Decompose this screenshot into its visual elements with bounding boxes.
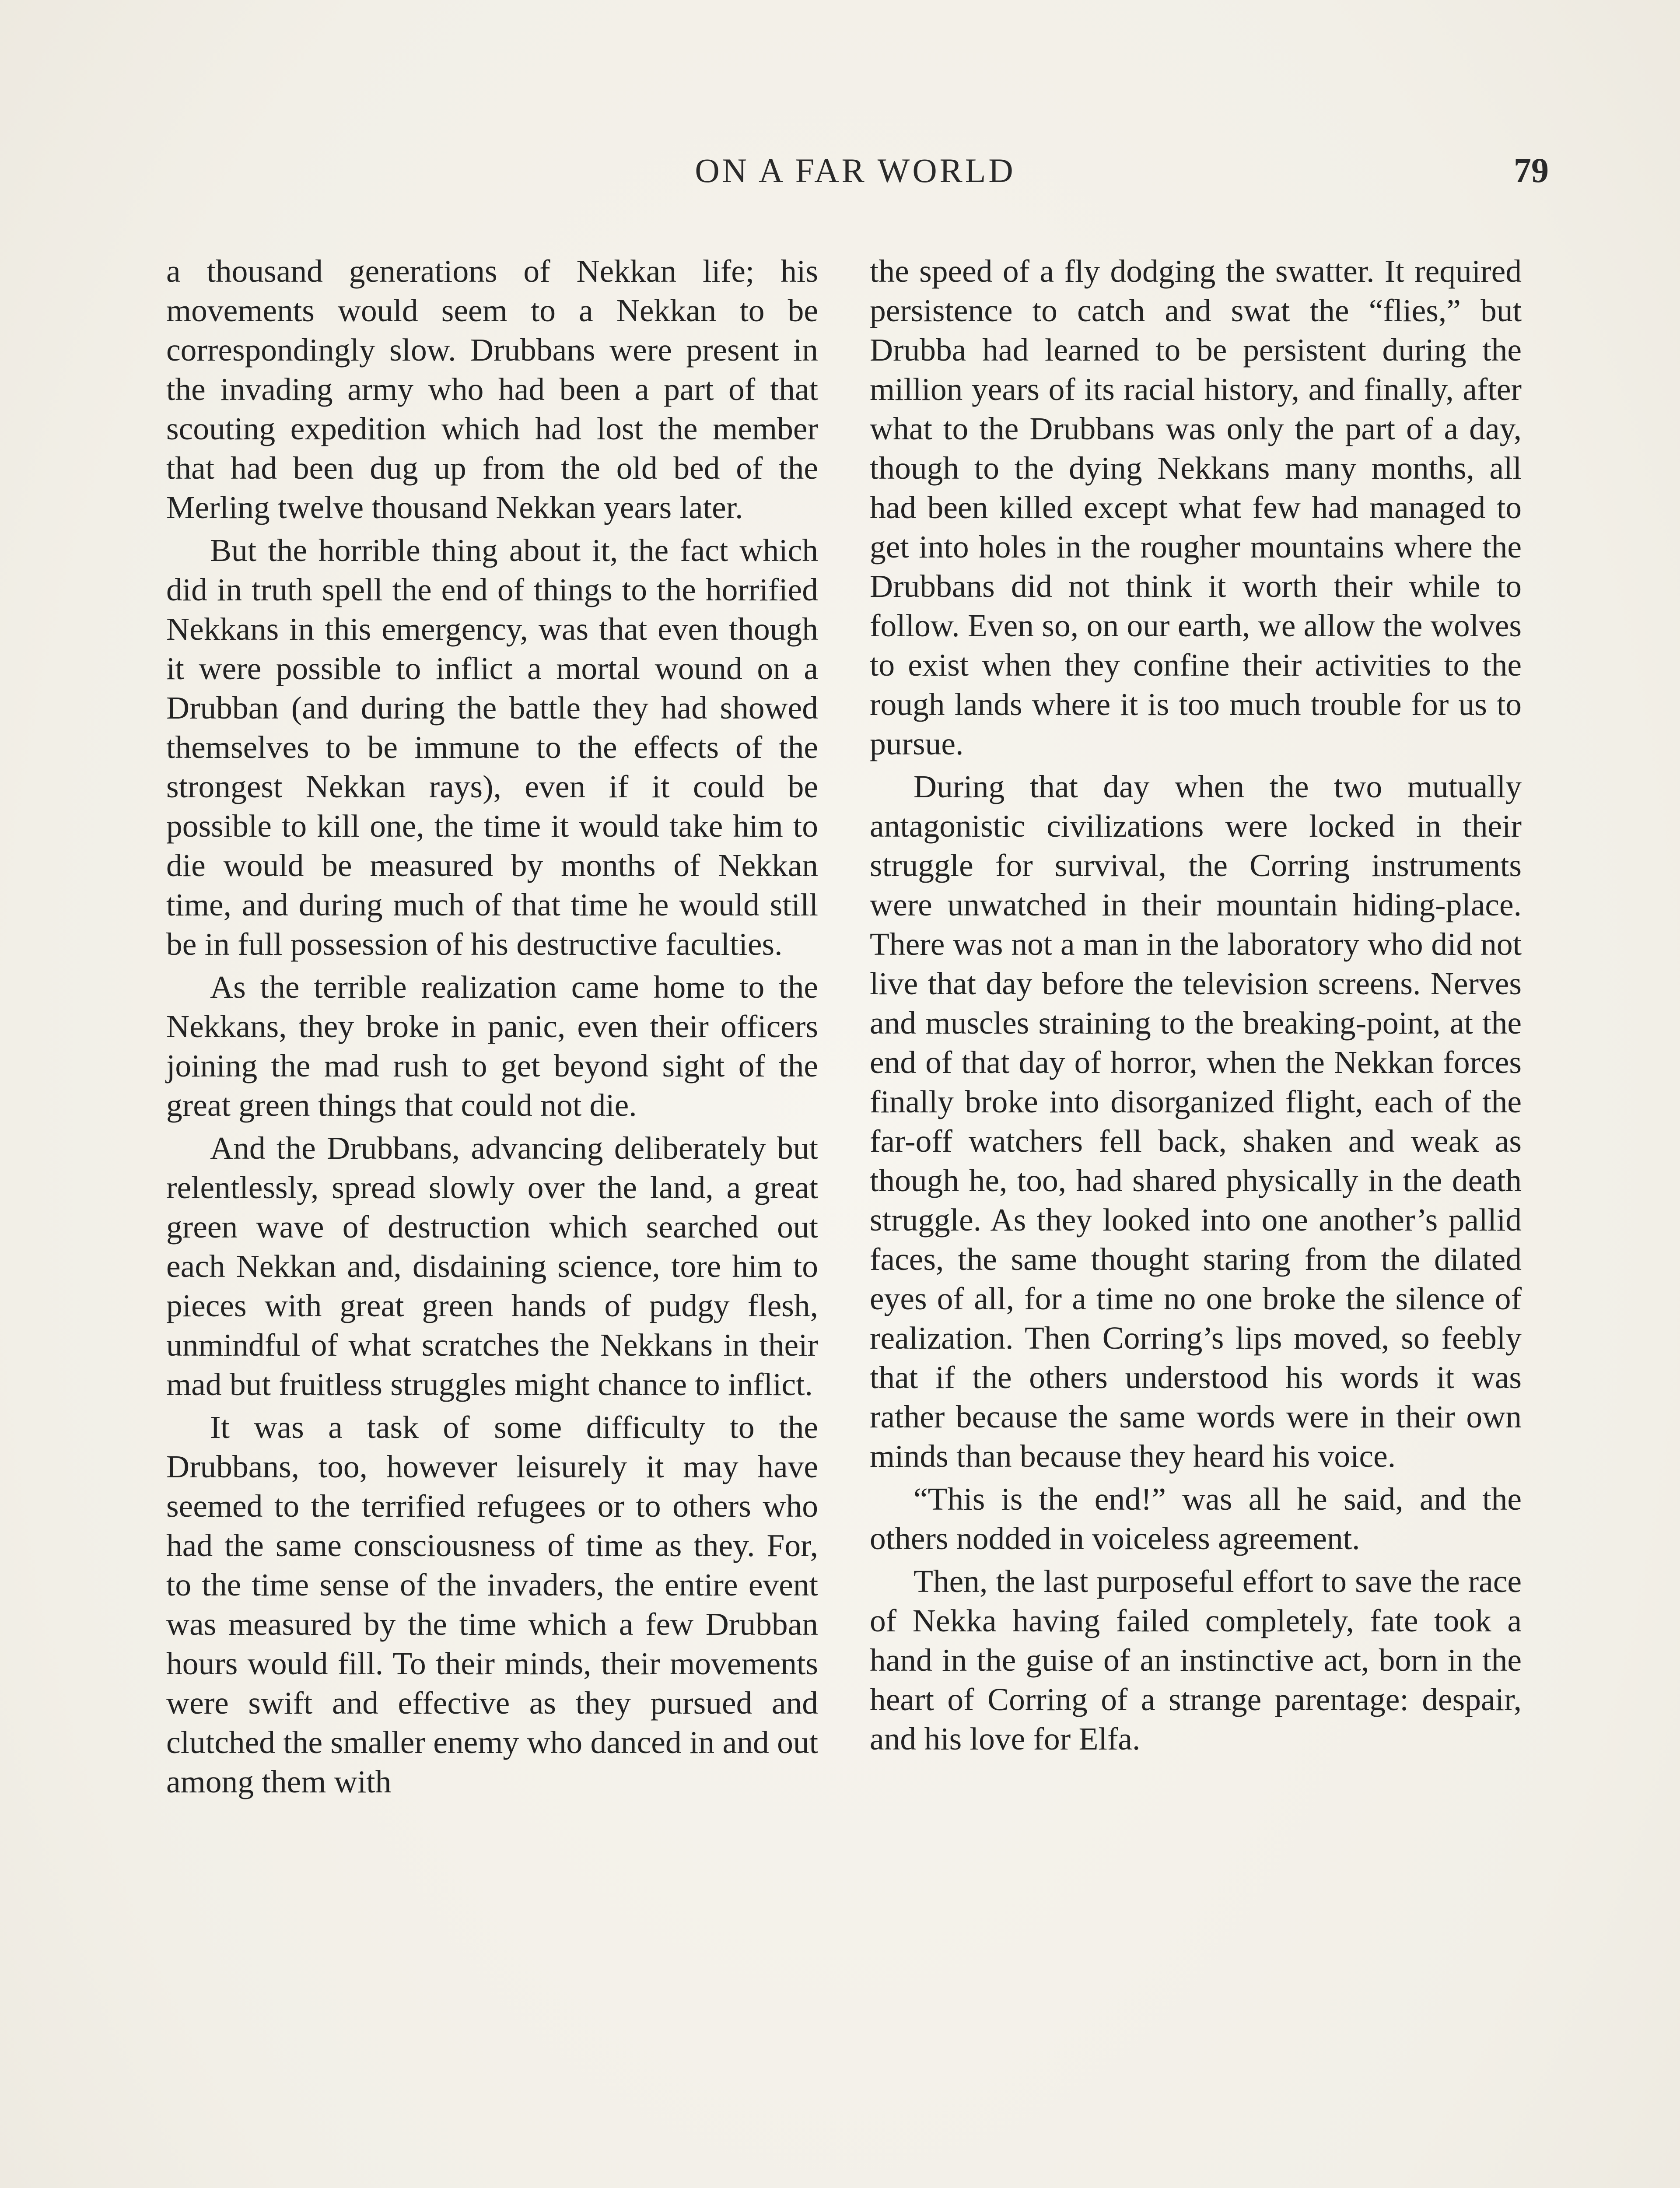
paragraph: “This is the end!” was all he said, and the others nodded in voiceless agreement. (870, 1481, 1522, 1556)
running-header (162, 151, 1549, 203)
paragraph: a thousand generations of Nekkan life; his movements would seem to a Nekkan to be correspondingly slow. Drubbans were present in the invading army who had been a part of that scouting expedition which had lost the member that had been dug up from the old bed of the Merling twelve thousand Nekkan years later. (166, 253, 818, 525)
paragraph: But the horrible thing about it, the fact which did in truth spell the end of things to the horrified Nekkans in this emergency, was that even though it were possible to inflict a mortal wound on a Drubban (and during the battle they had showed themselves to be immune to the effects of the strongest Nekkan rays), even if it could be possible to kill one, the time it would take him to die would be measured by months of Nekkan time, and during much of that time he would still be in full possession of his destructive faculties. (166, 533, 818, 962)
paragraph: During that day when the two mutually antagonistic civilizations were locked in their struggle for survival, the Corring instruments were unwatched in their mountain hiding-place. There was not a man in the laboratory who did not live that day before the television screens. Nerves and muscles straining to the breaking-point, at the end of that day of horror, when the Nekkan forces finally broke into disorganized flight, each of the far-off watchers fell back, shaken and weak as though he, too, had shared physically in the death struggle. As they looked into one another’s pallid faces, the same thought staring from the dilated eyes of all, for a time no one broke the silence of realization. Then Corring’s lips moved, so feebly that if the others understood his words it was rather because the same words were in their own minds than because they heard his voice. (870, 769, 1522, 1474)
left-column (166, 252, 818, 1802)
paragraph: And the Drubbans, advancing deliberately but relentlessly, spread slowly over the land, a great green wave of destruction which searched out each Nekkan and, disdaining science, tore him to pieces with great green hands of pudgy flesh, unmindful of what scratches the Nekkans in their mad but fruitless struggles might chance to inflict. (166, 1130, 818, 1402)
paragraph: Then, the last purposeful effort to save the race of Nekka having failed completely, fate took a hand in the guise of an instinctive act, born in the heart of Corring of a strange parentage: despair, and his love for Elfa. (870, 1564, 1522, 1757)
page-number: 79 (1514, 151, 1549, 190)
paragraph: the speed of a fly dodging the swatter. It required persistence to catch and swat the “flies,” but Drubba had learned to be persistent during the million years of its racial history, and finally, after what to the Drubbans was only the part of a day, though to the dying Nekkans many months, all had been killed except what few had managed to get into holes in the rougher mountains where the Drubbans did not think it worth their while to follow. Even so, on our earth, we allow the wolves to exist when they confine their activities to the rough lands where it is too much trouble for us to pursue. (870, 253, 1522, 761)
paragraph: As the terrible realization came home to the Nekkans, they broke in panic, even their officers joining the mad rush to get beyond sight of the great green things that could not die. (166, 969, 818, 1123)
running-title: ON A FAR WORLD (695, 151, 1016, 189)
paragraph: It was a task of some difficulty to the Drubbans, too, however leisurely it may have seemed to the terrified refugees or to others who had the same consciousness of time as they. For, to the time sense of the invaders, the entire event was measured by the time which a few Drubban hours would fill. To their minds, their movements were swift and effective as they pursued and clutched the smaller enemy who danced in and out among them with (166, 1410, 818, 1799)
right-column (870, 252, 1522, 1759)
